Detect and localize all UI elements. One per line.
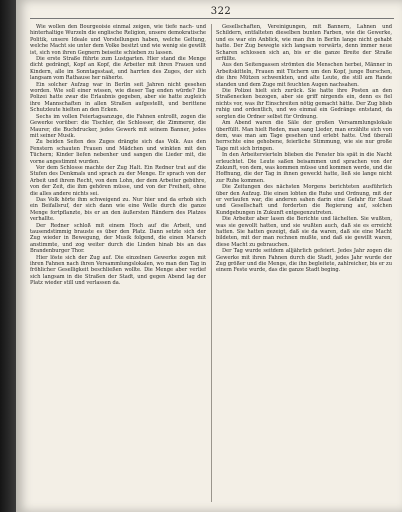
paragraph: Die erste Straße führte zum Lustgarten. Hier stand die Menge dicht gedrängt, Kopf an Kopf, die Arbeiter mit ihren Frauen und Kindern, alle im Sonntagsstaat, und harrten des Zuges, der sich langsam vom Rathause her näherte.	[30, 56, 206, 82]
column-divider	[211, 24, 212, 502]
paragraph: Das Volk hörte ihm schweigend zu. Nur hier und da erhob sich ein Beifallsruf, der sich dann wie eine Welle durch die ganze Menge fortpflanzte, bis er an den äußersten Rändern des Platzes verhallte.	[30, 196, 206, 223]
paragraph: Am Abend waren die Säle der großen Versammlungslokale überfüllt. Man hielt Reden, man sang Lieder, man erzählte sich von dem, was man am Tage gesehen und erlebt hatte. Und überall herrschte eine gehobene, feierliche Stimmung, wie sie nur große Tage mit sich bringen.	[216, 120, 392, 152]
paragraph: Der Tag wurde seitdem alljährlich gefeiert. Jedes Jahr zogen die Gewerke mit ihren Fahnen durch die Stadt, jedes Jahr wurde der Zug größer und die Menge, die ihn begleitete, zahlreicher, bis er zu einem Feste wurde, das die ganze Stadt beging.	[216, 248, 392, 274]
paragraph: In den Arbeitervierteln blieben die Fenster bis spät in die Nacht erleuchtet. Die Leute saßen beisammen und sprachen von der Zukunft, von dem, was kommen müsse und kommen werde, und die Hoffnung, die der Tag in ihnen geweckt hatte, ließ sie lange nicht zur Ruhe kommen.	[216, 152, 392, 184]
paragraph: Die Zeitungen des nächsten Morgens berichteten ausführlich über den Aufzug. Die einen lobten die Ruhe und Ordnung, mit der er verlaufen war, die anderen sahen darin eine Gefahr für Staat und Gesellschaft und forderten die Regierung auf, solchen Kundgebungen in Zukunft entgegenzutreten.	[216, 184, 392, 216]
paragraph: Sechs im vollen Feiertagsanzuge, die Fahnen entrollt, zogen die Gewerke vorüber: die Tischler, die Schlosser, die Zimmerer, die Maurer, die Buchdrucker, jedes Gewerk mit seinem Banner, jedes mit seiner Musik.	[30, 113, 206, 139]
paragraph: Hier löste sich der Zug auf. Die einzelnen Gewerke zogen mit ihren Fahnen nach ihren Versammlungslokalen, wo man den Tag in fröhlicher Geselligkeit beschließen wollte. Die Menge aber verlief sich langsam in die Straßen der Stadt, und gegen Abend lag der Platz wieder still und verlassen da.	[30, 254, 206, 287]
paragraph: Vor dem Schlosse machte der Zug Halt. Ein Redner trat auf die Stufen des Denkmals und sprach zu der Menge. Er sprach von der Arbeit und ihrem Recht, von dem Lohn, der dem Arbeiter gebühre, von der Zeit, die ihm gehören müsse, und von der Freiheit, ohne die alles andere nichts sei.	[30, 164, 206, 197]
page-number: 322	[210, 6, 232, 17]
text-column-left	[30, 24, 206, 504]
paragraph: Aus den Seitengassen strömten die Menschen herbei, Männer in Arbeitskitteln, Frauen mit Tüchern um den Kopf, junge Burschen, die ihre Mützen schwenkten, und alte Leute, die still am Rande standen und dem Zuge mit feuchten Augen nachsahen.	[216, 62, 392, 88]
paragraph: Zu beiden Seiten des Zuges drängte sich das Volk. Aus den Fenstern schauten Frauen und Mädchen und winkten mit den Tüchern; Kinder liefen nebenher und sangen die Lieder mit, die vorne angestimmt wurden.	[30, 139, 206, 165]
paragraph: Die Arbeiter aber lasen die Berichte und lächelten. Sie wußten, was sie gewollt hatten, und sie wußten auch, daß sie es erreicht hatten. Sie hatten gezeigt, daß sie da waren, daß sie eine Macht bildeten, mit der man rechnen mußte, und daß sie gewillt waren, diese Macht zu gebrauchen.	[216, 216, 392, 248]
book-binding-shadow	[0, 0, 16, 512]
header-rule	[30, 18, 394, 19]
paragraph: Wie wollen den Bourgeoisie einmal zeigen, wie tiefe nach- und hinterhaltige Wurzeln die englische Religion, unsere demokratische Politik, unsere Ideale und Vorstellungen haben, welche Geltung, welche Macht sie unter dem Volke besitzt und wie wenig sie gewillt ist, sich von ihren Gegnern beiseite schieben zu lassen.	[30, 24, 206, 56]
text-column-right	[216, 24, 392, 504]
book-page	[16, 0, 402, 512]
paragraph: Ein solcher Aufzug war in Berlin seit Jahren nicht gesehen worden. Wie soll einer wissen, wie dieser Tag enden würde? Die Polizei hatte zwar die Erlaubnis gegeben, aber sie hatte zugleich ihre Mannschaften in allen Straßen aufgestellt, und berittene Schutzleute hielten an den Ecken.	[30, 81, 206, 114]
paragraph: Gesellschaften, Vereinigungen, mit Bannern, Lahnen und Schildern, entfalteten dieselben bunten Farben, wie die Gewerke, und es war ein Anblick, wie man ihn in Berlin lange nicht gehabt hatte. Der Zug bewegte sich langsam vorwärts, denn immer neue Scharen schlossen sich an, bis er die ganze Breite der Straße erfüllte.	[216, 24, 392, 63]
paragraph: Die Polizei hielt sich zurück. Sie hatte ihre Posten an den Straßenecken bezogen, aber sie griff nirgends ein, denn es fiel nichts vor, was ihr Einschreiten nötig gemacht hätte. Der Zug blieb ruhig und ordentlich, und wo einmal ein Gedränge entstand, da sorgten die Ordner selbst für Ordnung.	[216, 88, 392, 120]
paragraph: Der Redner schloß mit einem Hoch auf die Arbeit, und tausendstimmig brauste es über den Platz. Dann setzte sich der Zug wieder in Bewegung, der Musik folgend, die einen Marsch anstimmte, und zog weiter durch die Linden hinab bis an das Brandenburger Thor.	[30, 222, 206, 255]
